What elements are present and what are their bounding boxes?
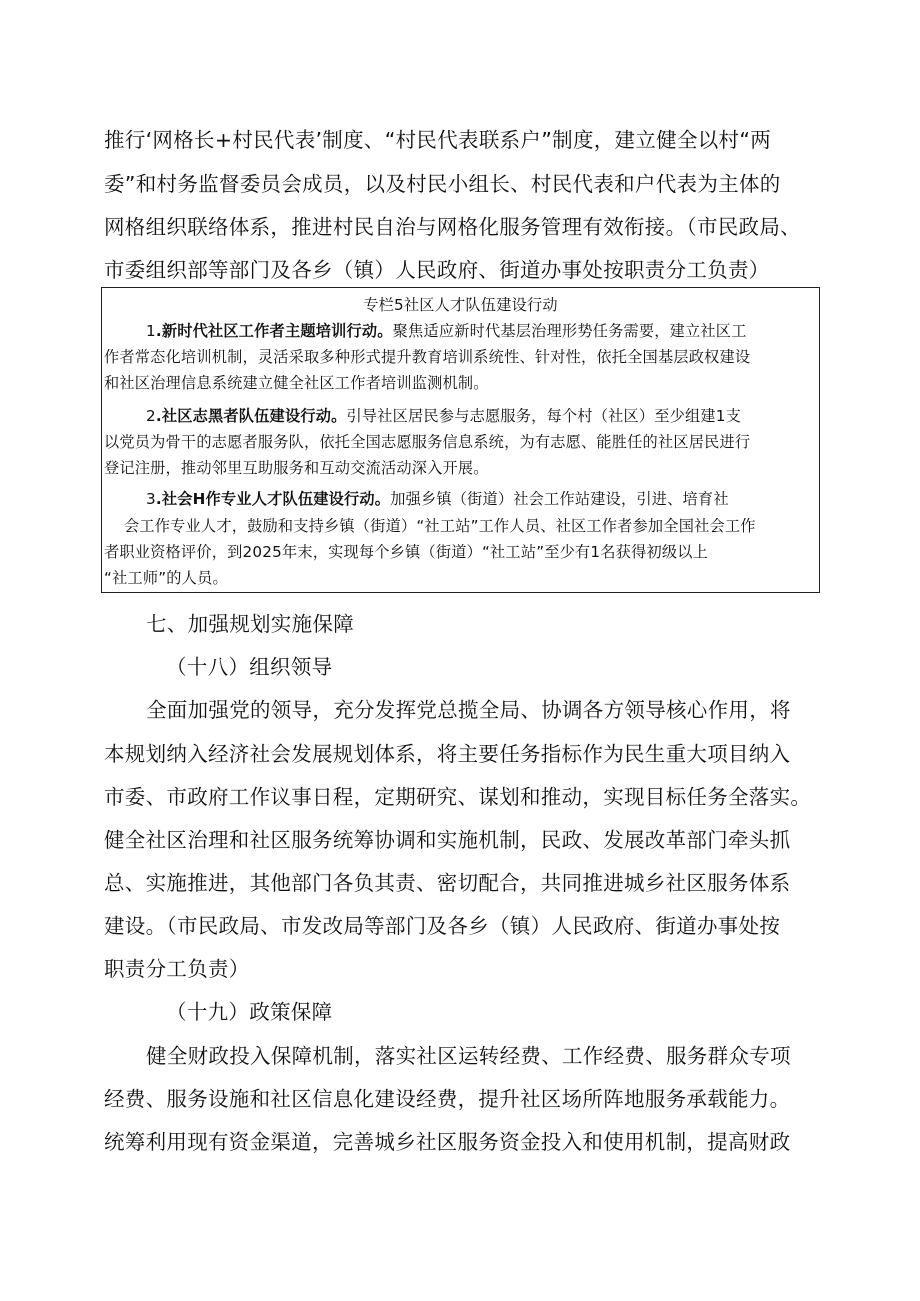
box-item-line: 以党员为骨干的志愿者服务队，依托全国志愿服务信息系统，为有志愿、能胜任的社区居民进行 (104, 433, 751, 451)
box-title: 专栏5社区人才队伍建设行动 (363, 296, 558, 314)
box-item-first-line (146, 488, 729, 510)
box-item-first-line (146, 405, 741, 427)
box-item-line: 和社区治理信息系统建立健全社区工作者培训监测机制。 (104, 374, 489, 392)
box-item-line: 者职业资格评价，到2025年末，实现每个乡镇（街道）“社工站”至少有1名获得初级以上 (104, 543, 709, 561)
text-line: 网格组织联络体系，推进村民自治与网格化服务管理有效衔接。（市民政局、 (104, 215, 801, 239)
box-item-line: 作者常态化培训机制，灵活采取多种形式提升教育培训系统性、针对性，依托全国基层政权建设 (104, 348, 751, 366)
box-item-line: “社工师”的人员。 (104, 569, 228, 587)
text-line: 健全财政投入保障机制，落实社区运转经费、工作经费、服务群众专项 (146, 1044, 791, 1068)
text-line: 健全社区治理和社区服务统筹协调和实施机制，民政、发展改革部门牵头抓 (104, 828, 791, 852)
text-line: 本规划纳入经济社会发展规划体系，将主要任务指标作为民生重大项目纳入 (104, 742, 791, 766)
section-heading: 七、加强规划实施保障 (146, 612, 354, 636)
box-item-text: 聚焦适应新时代基层治理形势任务需要，建立社区工 (392, 322, 747, 340)
box-item-first-line (146, 320, 747, 342)
text-line: 委”和村务监督委员会成员，以及村民小组长、村民代表和户代表为主体的 (104, 172, 781, 196)
text-line: 建设。（市民政局、市发改局等部门及各乡（镇）人民政府、街道办事处按 (104, 914, 781, 938)
box-item-text: 引导社区居民参与志愿服务，每个村（社区）至少组建1支 (346, 407, 742, 425)
text-line: 推行‘网格长+村民代表’制度、“村民代表联系户”制度，建立健全以村“两 (104, 128, 772, 152)
box-item-number: 3 (146, 490, 156, 508)
subsection-heading: （十八）组织领导 (166, 655, 333, 679)
box-item-heading: .社会H作专业人才队伍建设行动。 (155, 490, 391, 508)
box-item-number: 1 (146, 322, 156, 340)
box-item-heading: .新时代社区工作者主题培训行动。 (155, 322, 393, 340)
box-item-number: 2 (146, 407, 156, 425)
column-box (101, 287, 820, 593)
text-line: 职责分工负责） (104, 957, 250, 981)
subsection-heading: （十九）政策保障 (166, 1000, 333, 1024)
text-line: 统筹利用现有资金渠道，完善城乡社区服务资金投入和使用机制，提高财政 (104, 1130, 791, 1154)
text-line: 全面加强党的领导，充分发挥党总揽全局、协调各方领导核心作用，将 (146, 698, 791, 722)
text-line: 总、实施推进，其他部门各负其责、密切配合，共同推进城乡社区服务体系 (104, 871, 791, 895)
text-line: 市委组织部等部门及各乡（镇）人民政府、街道办事处按职责分工负责） (104, 258, 770, 282)
text-line: 市委、市政府工作议事日程，定期研究、谋划和推动，实现目标任务全落实。 (104, 785, 812, 809)
box-item-line: 会工作专业人才，鼓励和支持乡镇（街道）“社工站”工作人员、社区工作者参加全国社会工作 (124, 517, 756, 535)
box-item-text: 加强乡镇（街道）社会工作站建设，引进、培育社 (390, 490, 729, 508)
box-item-heading: .社区志黑者队伍建设行动。 (155, 407, 347, 425)
text-line: 经费、服务设施和社区信息化建设经费，提升社区场所阵地服务承载能力。 (104, 1087, 791, 1111)
box-item-line: 登记注册，推动邻里互助服务和互动交流活动深入开展。 (104, 459, 489, 477)
